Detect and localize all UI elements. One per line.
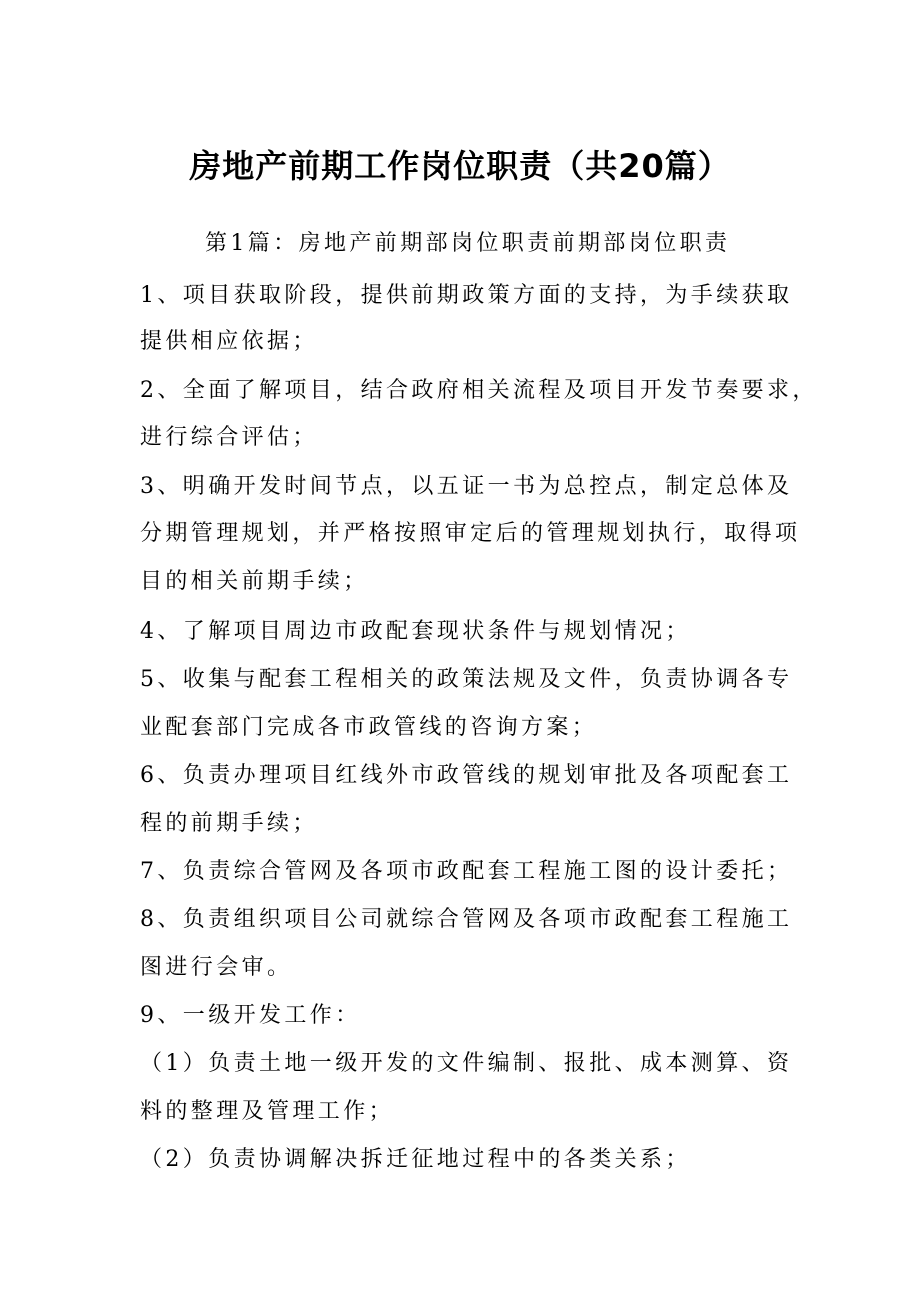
paragraph-line: 4、了解项目周边市政配套现状条件与规划情况； [140, 619, 691, 644]
paragraph-line: 3、明确开发时间节点，以五证一书为总控点，制定总体及 [140, 474, 793, 499]
paragraph-line: 目的相关前期手续； [140, 569, 369, 594]
section-heading: 第1篇：房地产前期部岗位职责前期部岗位职责 [205, 231, 731, 256]
paragraph-line: 8、负责组织项目公司就综合管网及各项市政配套工程施工 [140, 907, 793, 932]
paragraph-line: 提供相应依据； [140, 329, 318, 354]
paragraph-line: 进行综合评估； [140, 425, 318, 450]
paragraph-line: 9、一级开发工作： [140, 1003, 361, 1028]
paragraph-line: 6、负责办理项目红线外市政管线的规划审批及各项配套工 [140, 763, 793, 788]
document-title: 房地产前期工作岗位职责（共20篇） [189, 147, 731, 185]
paragraph-line: 7、负责综合管网及各项市政配套工程施工图的设计委托； [140, 859, 793, 884]
paragraph-line: 程的前期手续； [140, 811, 318, 836]
paragraph-line: （2）负责协调解决拆迁征地过程中的各类关系； [140, 1147, 691, 1172]
paragraph-line: 图进行会审。 [140, 955, 293, 980]
paragraph-line: 5、收集与配套工程相关的政策法规及文件，负责协调各专 [140, 667, 793, 692]
paragraph-line: 料的整理及管理工作； [140, 1099, 395, 1124]
paragraph-line: 分期管理规划，并严格按照审定后的管理规划执行，取得项 [140, 521, 801, 546]
paragraph-line: 业配套部门完成各市政管线的咨询方案； [140, 715, 598, 740]
paragraph-line: 2、全面了解项目，结合政府相关流程及项目开发节奏要求， [140, 378, 818, 403]
paragraph-line: 1、项目获取阶段，提供前期政策方面的支持，为手续获取 [140, 283, 793, 308]
paragraph-line: （1）负责土地一级开发的文件编制、报批、成本测算、资 [140, 1051, 793, 1076]
